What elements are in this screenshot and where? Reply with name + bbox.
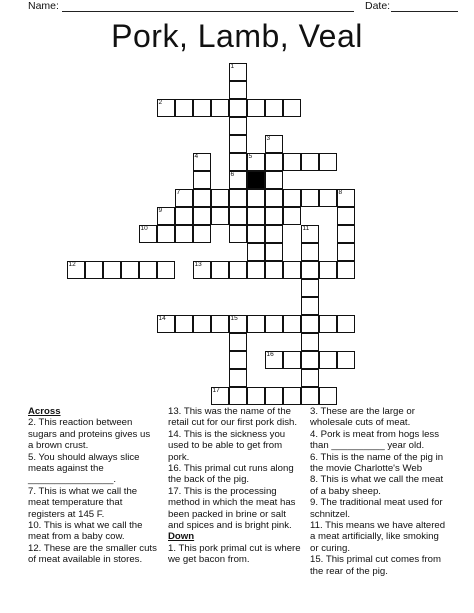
grid-cell[interactable]: [337, 315, 355, 333]
grid-cell[interactable]: [283, 153, 301, 171]
grid-cell[interactable]: [283, 387, 301, 405]
grid-cell[interactable]: [229, 225, 247, 243]
grid-cell[interactable]: [175, 99, 193, 117]
clue-across-2: 2. This reaction between sugars and proteins gives us a brown crust.: [28, 417, 151, 452]
grid-cell[interactable]: [247, 225, 265, 243]
page-title: Pork, Lamb, Veal: [111, 18, 363, 54]
grid-cell[interactable]: [265, 207, 283, 225]
grid-cell[interactable]: [301, 369, 319, 387]
clue-across-14: 14. This is the sickness you used to be able to get from pork.: [168, 428, 286, 463]
grid-cell[interactable]: [247, 189, 265, 207]
clue-number: 10: [140, 225, 148, 232]
grid-cell[interactable]: [229, 135, 247, 153]
grid-cell[interactable]: [337, 243, 355, 261]
grid-cell[interactable]: [229, 351, 247, 369]
clue-number: 11: [302, 225, 310, 232]
grid-cell[interactable]: [265, 99, 283, 117]
grid-cell[interactable]: [211, 315, 229, 333]
grid-cell[interactable]: [229, 207, 247, 225]
clue-number: 3: [266, 135, 271, 142]
grid-cell[interactable]: [157, 207, 175, 225]
grid-cell[interactable]: [319, 153, 337, 171]
grid-cell[interactable]: [193, 153, 211, 171]
clue-number: 14: [158, 315, 166, 322]
grid-cell[interactable]: [337, 207, 355, 225]
grid-cell[interactable]: [139, 225, 157, 243]
grid-cell[interactable]: [301, 243, 319, 261]
grid-cell[interactable]: [175, 315, 193, 333]
grid-cell[interactable]: [229, 189, 247, 207]
grid-cell[interactable]: [193, 99, 211, 117]
grid-cell[interactable]: [283, 315, 301, 333]
clue-number: 5: [248, 153, 253, 160]
grid-cell[interactable]: [337, 189, 355, 207]
clue-across-10: 10. This is what we call the meat from a baby cow.: [28, 520, 143, 543]
grid-cell[interactable]: [247, 207, 265, 225]
grid-cell[interactable]: [211, 189, 229, 207]
grid-cell[interactable]: [229, 153, 247, 171]
grid-cell[interactable]: [247, 315, 265, 333]
grid-cell[interactable]: [301, 351, 319, 369]
grid-cell[interactable]: [283, 261, 301, 279]
down-heading: Down: [168, 531, 195, 543]
grid-cell[interactable]: [229, 171, 247, 189]
clue-number: 16: [266, 351, 274, 358]
grid-cell[interactable]: [175, 207, 193, 225]
grid-cell[interactable]: [193, 171, 211, 189]
grid-cell[interactable]: [229, 63, 247, 81]
grid-cell[interactable]: [193, 225, 211, 243]
clue-down-1: 1. This pork primal cut is where we get bacon from.: [168, 542, 301, 566]
clue-number: 4: [194, 153, 199, 160]
grid-cell[interactable]: [337, 225, 355, 243]
clue-down-3: 3. These are the large or wholesale cuts of meat.: [310, 406, 415, 429]
clue-down-9: 9. The traditional meat used for schnitzel.: [310, 497, 443, 520]
clue-number: 2: [158, 99, 163, 106]
across-heading: Across: [28, 406, 61, 417]
clues-column-2: [168, 406, 303, 566]
grid-cell[interactable]: [283, 189, 301, 207]
grid-cell[interactable]: [283, 351, 301, 369]
clue-down-15: 15. This primal cut comes from the rear of the pig.: [310, 554, 441, 577]
grid-cell[interactable]: [319, 315, 337, 333]
grid-cell[interactable]: [103, 261, 121, 279]
grid-cell[interactable]: [301, 153, 319, 171]
clue-across-16: 16. This primal cut runs along the back of the pig.: [168, 463, 294, 486]
clue-number: 13: [194, 261, 202, 268]
clue-number: 7: [176, 189, 181, 196]
grid-cell[interactable]: [265, 171, 283, 189]
grid-cell[interactable]: [229, 81, 247, 99]
grid-cell[interactable]: [265, 153, 283, 171]
name-label: Name:: [28, 0, 59, 12]
grid-cell[interactable]: [247, 261, 265, 279]
clue-down-6: 6. This is the name of the pig in the movie Charlotte's Web: [310, 451, 444, 475]
grid-cell[interactable]: [211, 99, 229, 117]
clue-across-17: 17. This is the processing method in which the meat has been packed in brine or salt and spices and is bright pink.: [168, 485, 296, 532]
grid-cell[interactable]: [67, 261, 85, 279]
clue-down-11: 11. This means we have altered a meat artificially, like smoking or curing.: [310, 520, 446, 554]
clue-across-7: 7. This is what we call the meat temperature that registers at 145 F.: [28, 485, 138, 520]
grid-cell[interactable]: [319, 387, 337, 405]
grid-cell[interactable]: [265, 225, 283, 243]
grid-cell[interactable]: [211, 387, 229, 405]
grid-cell[interactable]: [247, 99, 265, 117]
grid-cell[interactable]: [211, 207, 229, 225]
clue-number: 6: [230, 171, 235, 178]
grid-cell[interactable]: [319, 261, 337, 279]
clue-number: 9: [158, 207, 163, 214]
grid-cell[interactable]: [229, 333, 247, 351]
grid-cell[interactable]: [157, 315, 175, 333]
grid-cell[interactable]: [193, 315, 211, 333]
grid-cell[interactable]: [229, 315, 247, 333]
grid-cell[interactable]: [301, 333, 319, 351]
clue-number: 17: [212, 387, 220, 394]
grid-cell[interactable]: [301, 225, 319, 243]
clue-down-4: 4. Pork is meat from hogs less than __________ year old.: [310, 428, 440, 452]
grid-cell[interactable]: [337, 261, 355, 279]
clue-number: 8: [338, 189, 343, 196]
grid-cell[interactable]: [211, 261, 229, 279]
grid-cell[interactable]: [229, 261, 247, 279]
grid-cell[interactable]: [265, 315, 283, 333]
date-label: Date:: [365, 0, 391, 12]
grid-cell[interactable]: [247, 243, 265, 261]
grid-cell[interactable]: [265, 135, 283, 153]
grid-cell[interactable]: [337, 351, 355, 369]
grid-cell[interactable]: [265, 387, 283, 405]
grid-cell[interactable]: [301, 261, 319, 279]
clues-column-3: [310, 406, 450, 577]
grid-cell[interactable]: [301, 279, 319, 297]
grid-cell[interactable]: [301, 297, 319, 315]
clue-down-8: 8. This is what we call the meat of a baby sheep.: [310, 474, 444, 497]
grid-cell[interactable]: [193, 189, 211, 207]
grid-cell[interactable]: [85, 261, 103, 279]
grid-cell[interactable]: [301, 387, 319, 405]
grid-cell[interactable]: [265, 243, 283, 261]
clue-number: 1: [230, 63, 235, 70]
grid-cell[interactable]: [265, 351, 283, 369]
grid-cell[interactable]: [229, 117, 247, 135]
grid-cell[interactable]: [283, 99, 301, 117]
grid-cell[interactable]: [301, 189, 319, 207]
grid-cell[interactable]: [157, 225, 175, 243]
clue-across-12: 12. These are the smaller cuts of meat available in stores.: [28, 542, 157, 566]
grid-cell[interactable]: [139, 261, 157, 279]
grid-cell[interactable]: [319, 189, 337, 207]
grid-cell[interactable]: [121, 261, 139, 279]
grid-cell[interactable]: [319, 351, 337, 369]
clue-number: 15: [230, 315, 238, 322]
grid-cell[interactable]: [247, 153, 265, 171]
grid-cell[interactable]: [283, 207, 301, 225]
grid-cell[interactable]: [247, 387, 265, 405]
grid-cell[interactable]: [193, 261, 211, 279]
clue-number: 12: [68, 261, 76, 268]
grid-cell[interactable]: [175, 225, 193, 243]
grid-cell[interactable]: [229, 369, 247, 387]
clue-across-13: 13. This was the name of the retail cut for our first pork dish.: [168, 406, 298, 429]
grid-cell[interactable]: [229, 387, 247, 405]
grid-cell[interactable]: [301, 315, 319, 333]
grid-cell[interactable]: [157, 99, 175, 117]
grid-cell[interactable]: [175, 189, 193, 207]
grid-cell[interactable]: [265, 189, 283, 207]
clues-column-1: [28, 406, 158, 566]
clue-across-5: 5. You should always slice meats against the ________________.: [28, 451, 140, 486]
grid-block: [247, 171, 265, 189]
grid-cell[interactable]: [193, 207, 211, 225]
grid-cell[interactable]: [157, 261, 175, 279]
grid-cell[interactable]: [265, 261, 283, 279]
grid-cell[interactable]: [229, 99, 247, 117]
